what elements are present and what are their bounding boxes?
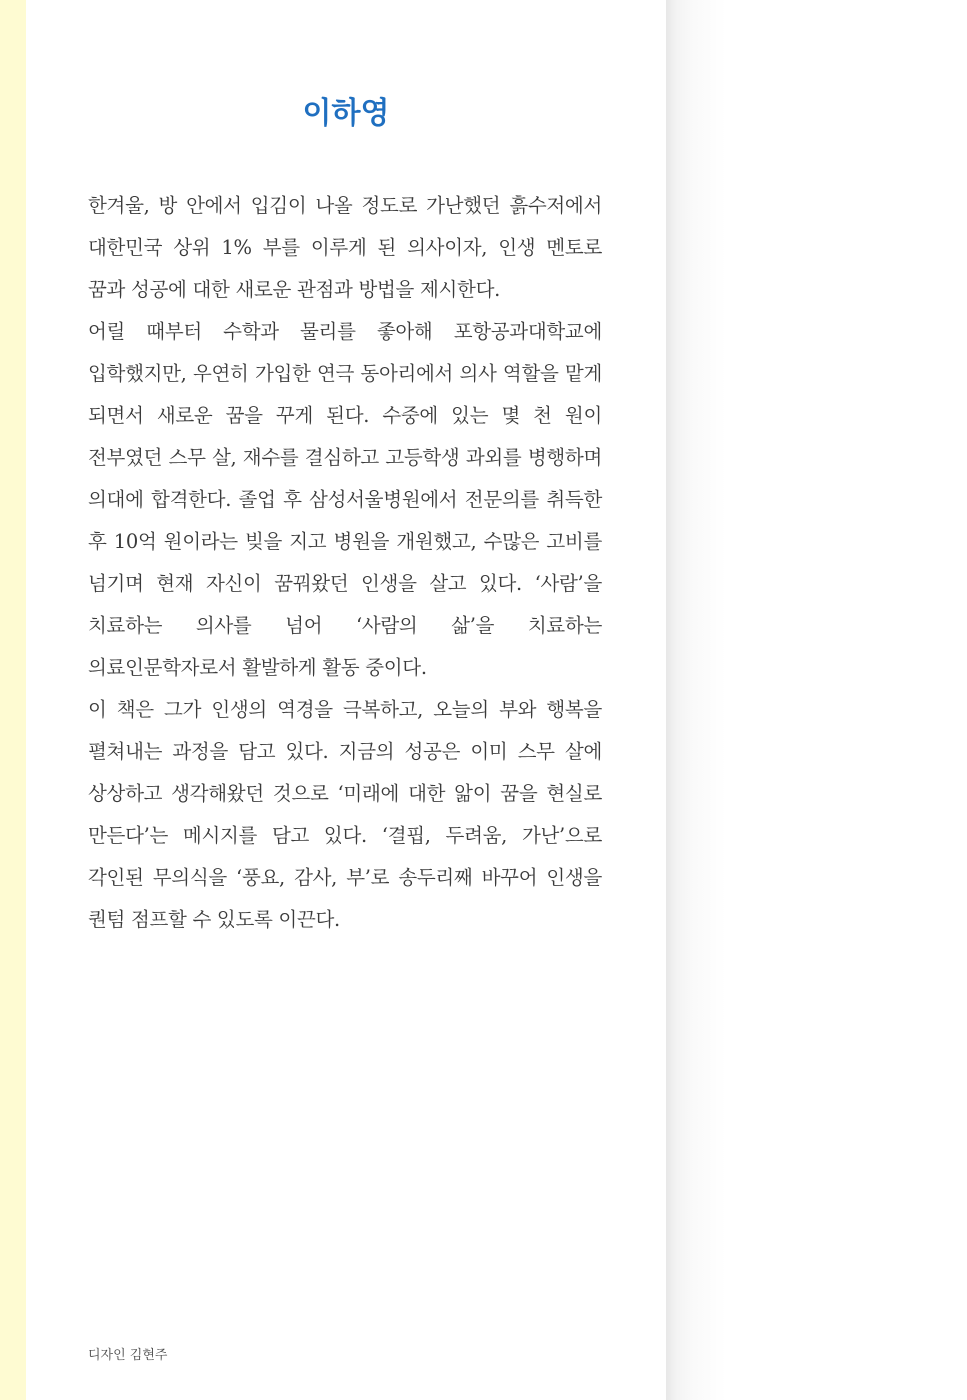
bio-paragraph-2: 어릴 때부터 수학과 물리를 좋아해 포항공과대학교에 입학했지만, 우연히 가입한 연극 동아리에서 의사 역할을 맡게 되면서 새로운 꿈을 꾸게 된다. 수중에 있는 몇 천 원이 전부였던 스무 살, 재수를 결심하고 고등학생 과외를 병행하며 의대에 합격한다. 졸업 후 삼성서울병원에서 전문의를 취득한 후 10억 원이라는 빚을 지고 병원을 개원했고, 수많은 고비를 넘기며 현재 자신이 꿈꿔왔던 인생을 살고 있다. ‘사람’을 치료하는 의사를 넘어 ‘사람의 삶’을 치료하는 의료인문학자로서 활발하게 활동 중이다. bbox=[88, 320, 602, 679]
author-bio bbox=[88, 185, 602, 941]
bio-paragraph-1: 한겨울, 방 안에서 입김이 나올 정도로 가난했던 흙수저에서 대한민국 상위 1% 부를 이루게 된 의사이자, 인생 멘토로 꿈과 성공에 대한 새로운 관점과 방법을 제시한다. bbox=[88, 194, 602, 301]
cover-flap bbox=[666, 0, 967, 1400]
yellow-spine-strip bbox=[0, 0, 26, 1400]
author-name-heading: 이하영 bbox=[302, 96, 390, 131]
bio-paragraph-3: 이 책은 그가 인생의 역경을 극복하고, 오늘의 부와 행복을 펼쳐내는 과정을 담고 있다. 지금의 성공은 이미 스무 살에 상상하고 생각해왔던 것으로 ‘미래에 대한 앎이 꿈을 현실로 만든다’는 메시지를 담고 있다. ‘결핍, 두려움, 가난’으로 각인된 무의식을 ‘풍요, 감사, 부’로 송두리째 바꾸어 인생을 퀀텀 점프할 수 있도록 이끈다. bbox=[88, 698, 602, 931]
designer-credit: 디자인 김현주 bbox=[88, 1348, 168, 1363]
